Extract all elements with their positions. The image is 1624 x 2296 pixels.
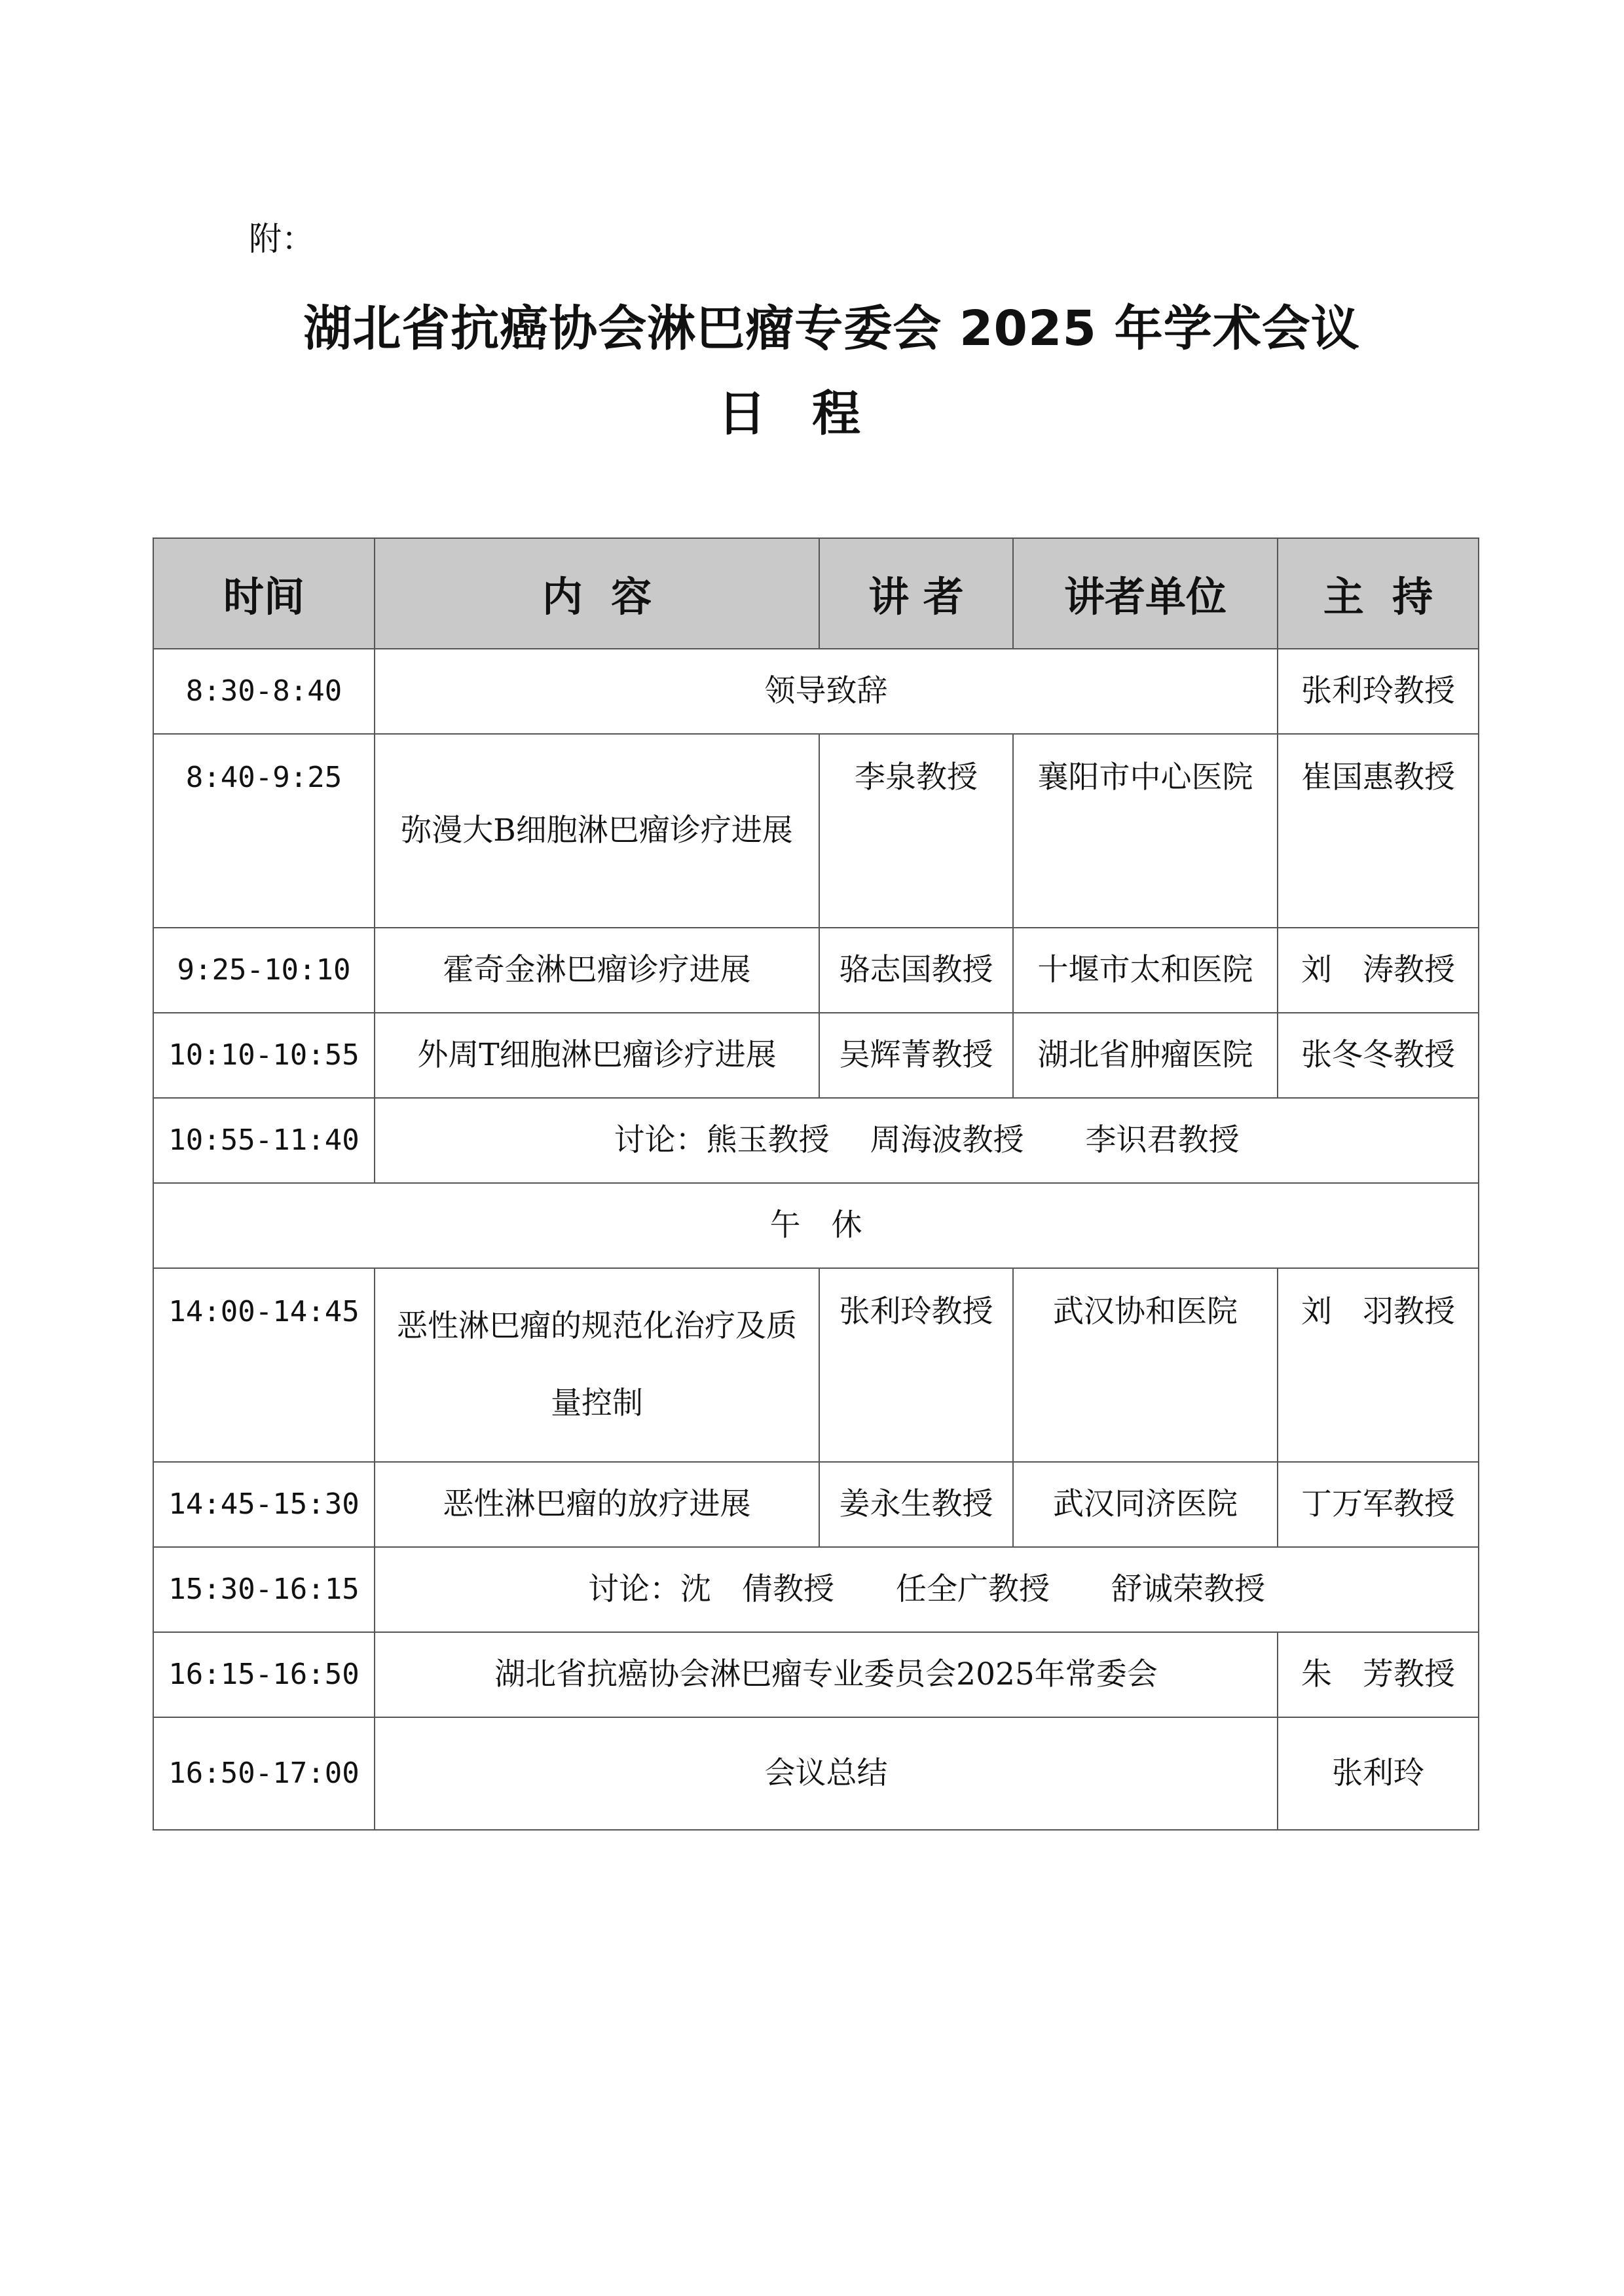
table-row	[153, 1013, 1479, 1098]
speaker-cell: 姜永生教授	[819, 1462, 1013, 1547]
break-cell: 午 休	[153, 1183, 1479, 1268]
header-speaker: 讲 者	[819, 538, 1013, 649]
content-cell: 领导致辞	[375, 649, 1278, 734]
speaker-cell: 李泉教授	[819, 734, 1013, 928]
table-row	[153, 734, 1479, 928]
time-cell: 10:55-11:40	[153, 1098, 375, 1183]
time-cell: 9:25-10:10	[153, 928, 375, 1013]
table-row	[153, 1183, 1479, 1268]
table-row	[153, 649, 1479, 734]
content-cell: 恶性淋巴瘤的放疗进展	[375, 1462, 819, 1547]
host-cell: 刘 羽教授	[1278, 1268, 1479, 1462]
time-cell: 14:00-14:45	[153, 1268, 375, 1462]
speaker-cell: 张利玲教授	[819, 1268, 1013, 1462]
time-cell: 16:50-17:00	[153, 1717, 375, 1830]
table-row	[153, 1632, 1479, 1717]
host-cell: 张利玲	[1278, 1717, 1479, 1830]
content-cell: 湖北省抗癌协会淋巴瘤专业委员会2025年常委会	[375, 1632, 1278, 1717]
table-row	[153, 1098, 1479, 1183]
header-affiliation: 讲者单位	[1013, 538, 1278, 649]
header-host: 主 持	[1278, 538, 1479, 649]
time-cell: 16:15-16:50	[153, 1632, 375, 1717]
attachment-label: 附：	[249, 220, 314, 258]
affiliation-cell: 武汉同济医院	[1013, 1462, 1278, 1547]
time-cell: 8:40-9:25	[153, 734, 375, 928]
table-header-row	[153, 538, 1479, 649]
host-cell: 崔国惠教授	[1278, 734, 1479, 928]
host-cell: 朱 芳教授	[1278, 1632, 1479, 1717]
host-cell: 张利玲教授	[1278, 649, 1479, 734]
content-cell: 弥漫大B细胞淋巴瘤诊疗进展	[375, 734, 819, 928]
table-row	[153, 1268, 1479, 1462]
time-cell: 8:30-8:40	[153, 649, 375, 734]
time-cell: 14:45-15:30	[153, 1462, 375, 1547]
table-row	[153, 928, 1479, 1013]
affiliation-cell: 湖北省肿瘤医院	[1013, 1013, 1278, 1098]
document-subtitle: 日程	[718, 386, 906, 442]
affiliation-cell: 襄阳市中心医院	[1013, 734, 1278, 928]
content-cell: 恶性淋巴瘤的规范化治疗及质量控制	[375, 1268, 819, 1462]
table-row	[153, 1717, 1479, 1830]
affiliation-cell: 武汉协和医院	[1013, 1268, 1278, 1462]
document-title: 湖北省抗癌协会淋巴瘤专委会 2025 年学术会议	[303, 301, 1360, 357]
time-cell: 10:10-10:55	[153, 1013, 375, 1098]
host-cell: 刘 涛教授	[1278, 928, 1479, 1013]
discussion-cell: 讨论：沈 倩教授 任全广教授 舒诚荣教授	[375, 1547, 1479, 1632]
schedule-table	[153, 538, 1479, 1831]
content-cell: 外周T细胞淋巴瘤诊疗进展	[375, 1013, 819, 1098]
host-cell: 丁万军教授	[1278, 1462, 1479, 1547]
discussion-cell: 讨论：熊玉教授 周海波教授 李识君教授	[375, 1098, 1479, 1183]
header-content: 内 容	[375, 538, 819, 649]
content-cell: 会议总结	[375, 1717, 1278, 1830]
header-time: 时间	[153, 538, 375, 649]
content-cell: 霍奇金淋巴瘤诊疗进展	[375, 928, 819, 1013]
table-row	[153, 1462, 1479, 1547]
time-cell: 15:30-16:15	[153, 1547, 375, 1632]
speaker-cell: 吴辉菁教授	[819, 1013, 1013, 1098]
host-cell: 张冬冬教授	[1278, 1013, 1479, 1098]
speaker-cell: 骆志国教授	[819, 928, 1013, 1013]
affiliation-cell: 十堰市太和医院	[1013, 928, 1278, 1013]
table-row	[153, 1547, 1479, 1632]
